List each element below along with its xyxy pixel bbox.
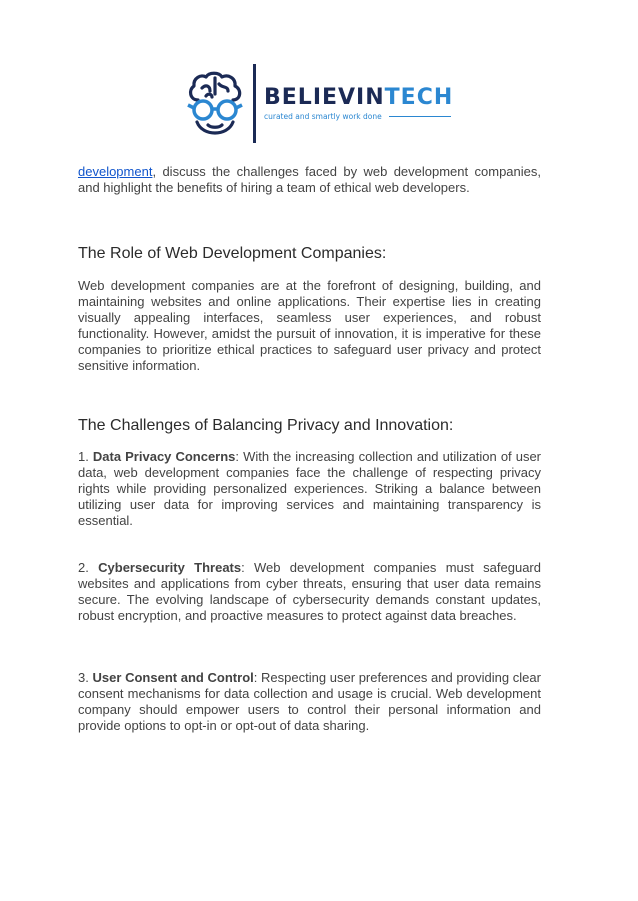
- role-paragraph: [78, 278, 541, 374]
- logo-word-part2: TECH: [384, 85, 454, 110]
- believintech-logo: [184, 62, 454, 144]
- intro-text: , discuss the challenges faced by web development companies, and highlight the benefits of hiring a team of ethical web developers.: [78, 164, 541, 195]
- section-heading-challenges: The Challenges of Balancing Privacy and Innovation:: [78, 417, 454, 434]
- item-title: Data Privacy Concerns: [92, 449, 236, 464]
- brain-with-glasses-icon: [184, 70, 246, 136]
- item-title: User Consent and Control: [92, 670, 254, 685]
- list-item: [78, 560, 541, 624]
- logo-tagline: curated and smartly work done: [264, 112, 382, 121]
- item-text: : Web development companies must safeguard websites and applications from cyber threats, ensuring that user data remains secure. The evolving landscape of cybersecurity demands constant updates, robust encryption, and proactive measures to protect against data breaches.: [78, 560, 541, 623]
- logo-tagline-rule: [389, 116, 451, 117]
- item-number: 3.: [78, 670, 93, 685]
- logo-word-part1: BELIEVIN: [264, 85, 385, 110]
- logo-divider: [253, 64, 256, 143]
- intro-paragraph: [78, 164, 541, 196]
- role-paragraph-text: Web development companies are at the forefront of designing, building, and maintaining websites and online applications. Their expertise lies in creating visually appealing interfaces, seamless user experiences, and robust functionality. However, amidst the pursuit of innovation, it is imperative for these companies to prioritize ethical practices to safeguard user privacy and protect sensitive information.: [78, 278, 541, 373]
- item-number: 1.: [78, 449, 93, 464]
- item-text: : With the increasing collection and utilization of user data, web development companies face the challenge of respecting privacy rights while providing personalized experiences. Striking a balance between utilizing user data for improving services and maintaining transparency is essential.: [78, 449, 542, 528]
- development-link[interactable]: development: [78, 164, 153, 179]
- section-heading-role: The Role of Web Development Companies:: [78, 245, 387, 262]
- list-item: [78, 670, 541, 734]
- item-title: Cybersecurity Threats: [98, 560, 242, 575]
- item-text: : Respecting user preferences and providing clear consent mechanisms for data collection and usage is crucial. Web development company should empower users to control their personal information and provide options to opt-in or opt-out of data sharing.: [78, 670, 541, 733]
- list-item: [78, 449, 541, 529]
- logo-wordmark: [264, 86, 453, 110]
- item-number: 2.: [78, 560, 99, 575]
